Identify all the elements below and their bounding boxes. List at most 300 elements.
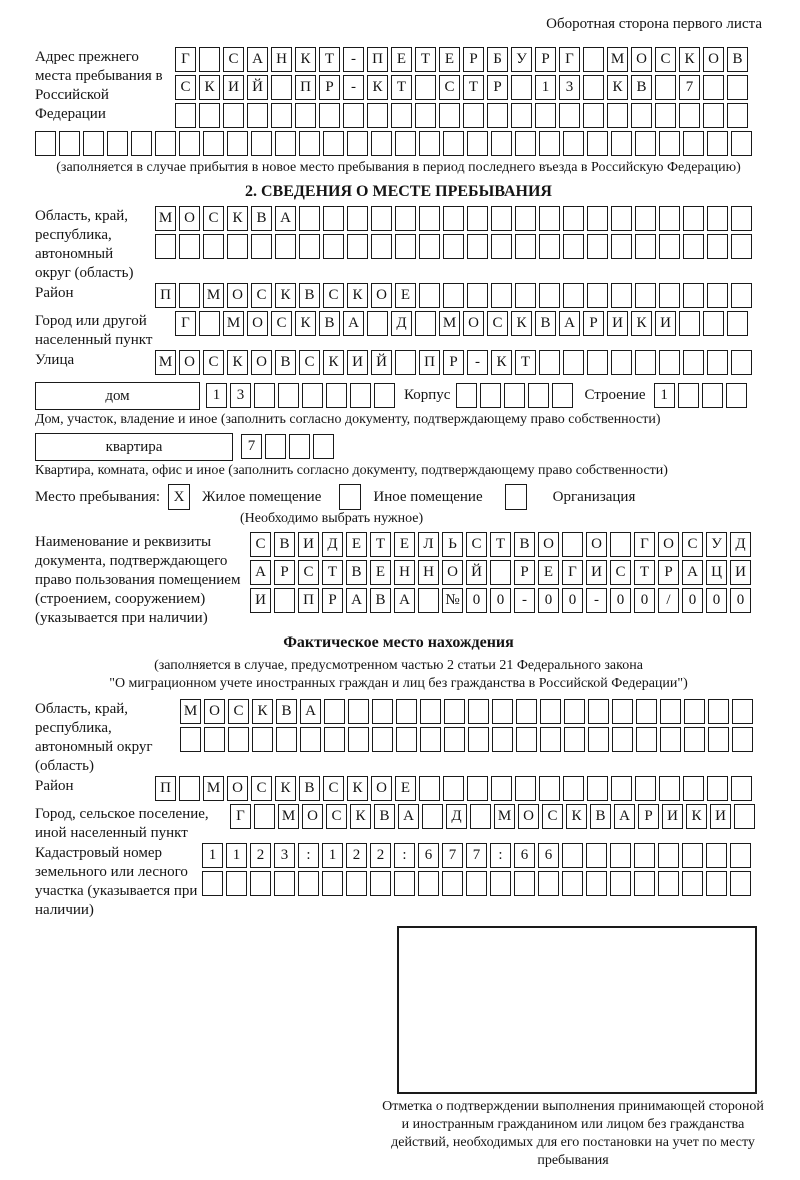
char-box: К bbox=[686, 804, 707, 829]
char-box bbox=[367, 311, 388, 336]
char-box: Р bbox=[638, 804, 659, 829]
char-box: К bbox=[275, 283, 296, 308]
char-box: Р bbox=[463, 47, 484, 72]
char-box bbox=[179, 234, 200, 259]
char-box: М bbox=[155, 206, 176, 231]
char-box bbox=[415, 311, 436, 336]
char-box bbox=[415, 103, 436, 128]
char-box bbox=[659, 131, 680, 156]
char-row bbox=[155, 234, 755, 259]
char-box: М bbox=[607, 47, 628, 72]
char-box: В bbox=[535, 311, 556, 336]
char-box bbox=[515, 206, 536, 231]
char-box bbox=[731, 283, 752, 308]
char-box bbox=[347, 234, 368, 259]
char-box: О bbox=[371, 776, 392, 801]
char-box: А bbox=[398, 804, 419, 829]
char-box: К bbox=[295, 311, 316, 336]
char-box: С bbox=[223, 47, 244, 72]
char-box bbox=[265, 434, 286, 459]
char-box bbox=[707, 283, 728, 308]
char-box bbox=[703, 311, 724, 336]
char-box: - bbox=[586, 588, 607, 613]
char-box: 2 bbox=[370, 843, 391, 868]
prev-address-rows bbox=[175, 47, 751, 131]
fact-region-label: Область, край, республика, автономный округ (область) bbox=[35, 701, 153, 774]
char-box bbox=[552, 383, 573, 408]
char-box bbox=[35, 131, 56, 156]
char-box: М bbox=[155, 350, 176, 375]
char-box: А bbox=[559, 311, 580, 336]
char-box: В bbox=[299, 283, 320, 308]
region-field bbox=[35, 206, 762, 283]
char-box bbox=[487, 103, 508, 128]
char-box bbox=[370, 871, 391, 896]
char-box bbox=[463, 103, 484, 128]
fact-district-field bbox=[35, 776, 762, 804]
char-box bbox=[228, 727, 249, 752]
char-box: К bbox=[252, 699, 273, 724]
char-box bbox=[731, 206, 752, 231]
city-label: Город или другой населенный пункт bbox=[35, 313, 153, 348]
char-box bbox=[467, 283, 488, 308]
char-box bbox=[612, 699, 633, 724]
char-box bbox=[367, 103, 388, 128]
char-box: 1 bbox=[535, 75, 556, 100]
char-box bbox=[583, 75, 604, 100]
actual-location-title: Фактическое место нахождения bbox=[283, 634, 514, 651]
char-box: 7 bbox=[442, 843, 463, 868]
fact-city-label: Город, сельское поселение, иной населенный пункт bbox=[35, 806, 209, 841]
char-box bbox=[443, 206, 464, 231]
char-box bbox=[636, 699, 657, 724]
stay-type-label: Место пребывания: bbox=[35, 489, 160, 505]
char-box: 1 bbox=[226, 843, 247, 868]
char-box: О bbox=[204, 699, 225, 724]
char-box bbox=[250, 871, 271, 896]
korpus-label: Корпус bbox=[404, 387, 451, 403]
char-box: Р bbox=[658, 560, 679, 585]
char-box bbox=[395, 234, 416, 259]
char-box: К bbox=[347, 776, 368, 801]
char-box bbox=[682, 871, 703, 896]
char-box: 0 bbox=[634, 588, 655, 613]
char-box: К bbox=[347, 283, 368, 308]
char-box bbox=[155, 234, 176, 259]
char-box: 0 bbox=[706, 588, 727, 613]
char-box bbox=[299, 206, 320, 231]
char-box bbox=[374, 383, 395, 408]
checkbox-residential: X bbox=[168, 484, 190, 510]
char-box bbox=[470, 804, 491, 829]
char-box bbox=[347, 206, 368, 231]
char-box bbox=[204, 727, 225, 752]
char-box bbox=[199, 311, 220, 336]
char-box: С bbox=[542, 804, 563, 829]
prev-address-block bbox=[35, 47, 762, 131]
option-other-premises-label: Иное помещение bbox=[373, 489, 483, 505]
district-label: Район bbox=[35, 285, 74, 301]
actual-location-caption2: "О миграционном учете иностранных граждан и лиц без гражданства в Российской Федерации") bbox=[109, 676, 688, 691]
char-box: К bbox=[275, 776, 296, 801]
char-box: М bbox=[203, 776, 224, 801]
char-box: Н bbox=[418, 560, 439, 585]
char-box: М bbox=[494, 804, 515, 829]
char-box: К bbox=[566, 804, 587, 829]
char-box bbox=[655, 75, 676, 100]
char-box bbox=[274, 588, 295, 613]
char-box bbox=[634, 871, 655, 896]
char-box: Й bbox=[371, 350, 392, 375]
char-box: Й bbox=[466, 560, 487, 585]
char-box bbox=[420, 727, 441, 752]
char-box bbox=[636, 727, 657, 752]
char-box bbox=[683, 283, 704, 308]
char-box: И bbox=[223, 75, 244, 100]
char-box bbox=[271, 103, 292, 128]
char-box bbox=[559, 103, 580, 128]
char-box bbox=[610, 532, 631, 557]
char-row bbox=[654, 383, 750, 408]
char-box bbox=[372, 727, 393, 752]
char-box bbox=[346, 871, 367, 896]
char-box bbox=[563, 350, 584, 375]
char-box: 0 bbox=[466, 588, 487, 613]
char-box: О bbox=[251, 350, 272, 375]
char-box bbox=[300, 727, 321, 752]
char-box bbox=[467, 234, 488, 259]
char-box bbox=[444, 699, 465, 724]
char-box: - bbox=[343, 47, 364, 72]
char-box bbox=[107, 131, 128, 156]
char-box: П bbox=[295, 75, 316, 100]
char-box: Т bbox=[322, 560, 343, 585]
char-box bbox=[563, 234, 584, 259]
char-box bbox=[391, 103, 412, 128]
char-box bbox=[180, 727, 201, 752]
char-box: 7 bbox=[466, 843, 487, 868]
char-box bbox=[175, 103, 196, 128]
char-box: К bbox=[227, 350, 248, 375]
char-row bbox=[175, 311, 751, 336]
char-box: А bbox=[682, 560, 703, 585]
char-box bbox=[515, 776, 536, 801]
char-box bbox=[682, 843, 703, 868]
char-box bbox=[635, 283, 656, 308]
stroenie-label: Строение bbox=[584, 387, 646, 403]
char-box: О bbox=[179, 350, 200, 375]
char-box bbox=[179, 283, 200, 308]
char-box bbox=[583, 47, 604, 72]
char-box: П bbox=[367, 47, 388, 72]
char-box: : bbox=[490, 843, 511, 868]
char-box: 1 bbox=[206, 383, 227, 408]
street-label: Улица bbox=[35, 352, 75, 368]
char-box: В bbox=[514, 532, 535, 557]
char-box: И bbox=[730, 560, 751, 585]
char-box bbox=[395, 350, 416, 375]
char-box bbox=[706, 871, 727, 896]
char-box bbox=[730, 843, 751, 868]
char-box bbox=[252, 727, 273, 752]
char-row bbox=[175, 47, 751, 72]
char-box bbox=[732, 727, 753, 752]
char-box: П bbox=[419, 350, 440, 375]
char-box: П bbox=[155, 283, 176, 308]
char-box bbox=[611, 131, 632, 156]
char-box bbox=[539, 283, 560, 308]
char-box bbox=[611, 206, 632, 231]
char-box: К bbox=[227, 206, 248, 231]
char-box: К bbox=[199, 75, 220, 100]
char-box bbox=[707, 206, 728, 231]
char-box bbox=[516, 699, 537, 724]
house-caption: Дом, участок, владение и иное (заполнить согласно документу, подтверждающему право собственности) bbox=[35, 412, 661, 427]
char-box: Т bbox=[391, 75, 412, 100]
char-box bbox=[59, 131, 80, 156]
char-box bbox=[319, 103, 340, 128]
char-box: В bbox=[590, 804, 611, 829]
char-box bbox=[563, 131, 584, 156]
char-box bbox=[726, 383, 747, 408]
char-box: М bbox=[278, 804, 299, 829]
char-box bbox=[540, 727, 561, 752]
char-box: Р bbox=[443, 350, 464, 375]
char-box: Н bbox=[394, 560, 415, 585]
char-box bbox=[655, 103, 676, 128]
char-box bbox=[348, 699, 369, 724]
char-box bbox=[708, 727, 729, 752]
char-box: В bbox=[374, 804, 395, 829]
char-box bbox=[456, 383, 477, 408]
char-box bbox=[350, 383, 371, 408]
char-box bbox=[322, 871, 343, 896]
char-box bbox=[179, 776, 200, 801]
char-box bbox=[443, 131, 464, 156]
char-box bbox=[679, 103, 700, 128]
char-box: Р bbox=[487, 75, 508, 100]
char-box bbox=[683, 776, 704, 801]
char-box bbox=[396, 727, 417, 752]
char-box bbox=[271, 75, 292, 100]
char-box: К bbox=[511, 311, 532, 336]
document-field bbox=[35, 532, 762, 628]
char-box bbox=[227, 131, 248, 156]
char-row bbox=[180, 699, 756, 724]
char-box: У bbox=[706, 532, 727, 557]
char-box bbox=[587, 206, 608, 231]
char-box bbox=[323, 206, 344, 231]
char-box bbox=[247, 103, 268, 128]
char-box bbox=[684, 699, 705, 724]
char-box bbox=[491, 206, 512, 231]
char-box bbox=[83, 131, 104, 156]
char-box: 6 bbox=[538, 843, 559, 868]
char-row bbox=[206, 383, 398, 408]
char-box: Д bbox=[322, 532, 343, 557]
char-box: С bbox=[487, 311, 508, 336]
char-box: И bbox=[347, 350, 368, 375]
char-box: О bbox=[586, 532, 607, 557]
char-box bbox=[611, 350, 632, 375]
char-box bbox=[683, 234, 704, 259]
char-box: С bbox=[251, 776, 272, 801]
char-box bbox=[731, 234, 752, 259]
fact-district-label: Район bbox=[35, 778, 74, 794]
char-box: С bbox=[298, 560, 319, 585]
char-box bbox=[275, 131, 296, 156]
char-box bbox=[199, 47, 220, 72]
city-field bbox=[35, 311, 762, 350]
char-box bbox=[179, 131, 200, 156]
char-box bbox=[490, 560, 511, 585]
char-box bbox=[420, 699, 441, 724]
char-box: Т bbox=[319, 47, 340, 72]
char-box bbox=[588, 699, 609, 724]
char-box bbox=[564, 727, 585, 752]
char-box bbox=[707, 234, 728, 259]
char-box bbox=[734, 804, 755, 829]
char-row bbox=[202, 871, 754, 896]
char-box bbox=[418, 871, 439, 896]
char-box bbox=[587, 350, 608, 375]
char-box bbox=[562, 532, 583, 557]
section2-title: 2. СВЕДЕНИЯ О МЕСТЕ ПРЕБЫВАНИЯ bbox=[245, 183, 552, 200]
char-box: М bbox=[439, 311, 460, 336]
char-box: И bbox=[298, 532, 319, 557]
char-box bbox=[371, 206, 392, 231]
char-box: А bbox=[275, 206, 296, 231]
char-box bbox=[444, 727, 465, 752]
char-box bbox=[539, 776, 560, 801]
char-box bbox=[278, 383, 299, 408]
char-box bbox=[274, 871, 295, 896]
char-box bbox=[324, 727, 345, 752]
char-box: Й bbox=[247, 75, 268, 100]
char-box: А bbox=[250, 560, 271, 585]
char-row bbox=[250, 588, 754, 613]
char-box: 7 bbox=[241, 434, 262, 459]
char-box: К bbox=[631, 311, 652, 336]
char-box: : bbox=[394, 843, 415, 868]
char-box: А bbox=[346, 588, 367, 613]
char-box bbox=[343, 103, 364, 128]
char-box bbox=[418, 588, 439, 613]
char-box bbox=[563, 283, 584, 308]
char-box bbox=[468, 699, 489, 724]
cadastre-label: Кадастровый номер земельного или лесного участка (указывается при наличии) bbox=[35, 845, 198, 918]
char-box bbox=[539, 350, 560, 375]
checkbox-other-premises bbox=[339, 484, 361, 510]
char-box bbox=[466, 871, 487, 896]
char-box: 0 bbox=[682, 588, 703, 613]
char-box: Е bbox=[394, 532, 415, 557]
char-box bbox=[298, 871, 319, 896]
char-box bbox=[419, 234, 440, 259]
char-box: С bbox=[175, 75, 196, 100]
char-box: Е bbox=[538, 560, 559, 585]
char-box bbox=[731, 131, 752, 156]
char-box: О bbox=[179, 206, 200, 231]
char-box: Е bbox=[370, 560, 391, 585]
char-box: Т bbox=[490, 532, 511, 557]
char-box bbox=[422, 804, 443, 829]
house-box-label: дом bbox=[35, 382, 200, 410]
char-box bbox=[492, 699, 513, 724]
char-box bbox=[635, 350, 656, 375]
char-box: И bbox=[655, 311, 676, 336]
char-box bbox=[684, 727, 705, 752]
char-box: А bbox=[300, 699, 321, 724]
char-box: В bbox=[346, 560, 367, 585]
char-box: Е bbox=[439, 47, 460, 72]
char-box: 6 bbox=[514, 843, 535, 868]
char-box: И bbox=[586, 560, 607, 585]
apartment-caption: Квартира, комната, офис и иное (заполнить согласно документу, подтверждающему право собственности) bbox=[35, 463, 668, 478]
char-box: И bbox=[662, 804, 683, 829]
char-box: № bbox=[442, 588, 463, 613]
char-box bbox=[504, 383, 525, 408]
char-box bbox=[131, 131, 152, 156]
char-box bbox=[611, 234, 632, 259]
char-row bbox=[155, 776, 755, 801]
char-row bbox=[155, 283, 755, 308]
char-box bbox=[227, 234, 248, 259]
prev-address-label: Адрес прежнего места пребывания в Российской Федерации bbox=[35, 49, 163, 122]
actual-location-caption1: (заполняется в случае, предусмотренном частью 2 статьи 21 Федерального закона bbox=[154, 658, 643, 673]
char-box bbox=[727, 75, 748, 100]
char-box bbox=[491, 776, 512, 801]
char-box: Б bbox=[487, 47, 508, 72]
char-box: 1 bbox=[654, 383, 675, 408]
char-box bbox=[706, 843, 727, 868]
char-box: В bbox=[319, 311, 340, 336]
confirmation-stamp-note: Отметка о подтверждении выполнения принимающей стороной и иностранным гражданином или лицом без гражданства действий, необходимых для его постановки на учет по месту пребывания bbox=[382, 1099, 764, 1168]
char-box: С bbox=[203, 206, 224, 231]
street-field bbox=[35, 350, 762, 378]
char-box: К bbox=[491, 350, 512, 375]
char-box bbox=[727, 103, 748, 128]
char-box: О bbox=[247, 311, 268, 336]
char-box: Д bbox=[446, 804, 467, 829]
char-box: / bbox=[658, 588, 679, 613]
char-box bbox=[491, 283, 512, 308]
char-box bbox=[155, 131, 176, 156]
char-box bbox=[295, 103, 316, 128]
char-box: 1 bbox=[322, 843, 343, 868]
char-box: Е bbox=[395, 776, 416, 801]
stay-type-hint: (Необходимо выбрать нужное) bbox=[240, 511, 424, 526]
char-box bbox=[588, 727, 609, 752]
char-box bbox=[611, 283, 632, 308]
char-box: Р bbox=[583, 311, 604, 336]
char-box: С bbox=[323, 283, 344, 308]
char-box bbox=[539, 206, 560, 231]
char-row bbox=[241, 434, 337, 459]
char-box bbox=[443, 283, 464, 308]
char-box: Т bbox=[370, 532, 391, 557]
char-box bbox=[203, 234, 224, 259]
char-box bbox=[302, 383, 323, 408]
char-box bbox=[707, 776, 728, 801]
char-box bbox=[708, 699, 729, 724]
char-box: С bbox=[610, 560, 631, 585]
char-box: Р bbox=[274, 560, 295, 585]
char-box: С bbox=[299, 350, 320, 375]
char-box bbox=[610, 871, 631, 896]
char-box bbox=[631, 103, 652, 128]
char-box bbox=[679, 311, 700, 336]
